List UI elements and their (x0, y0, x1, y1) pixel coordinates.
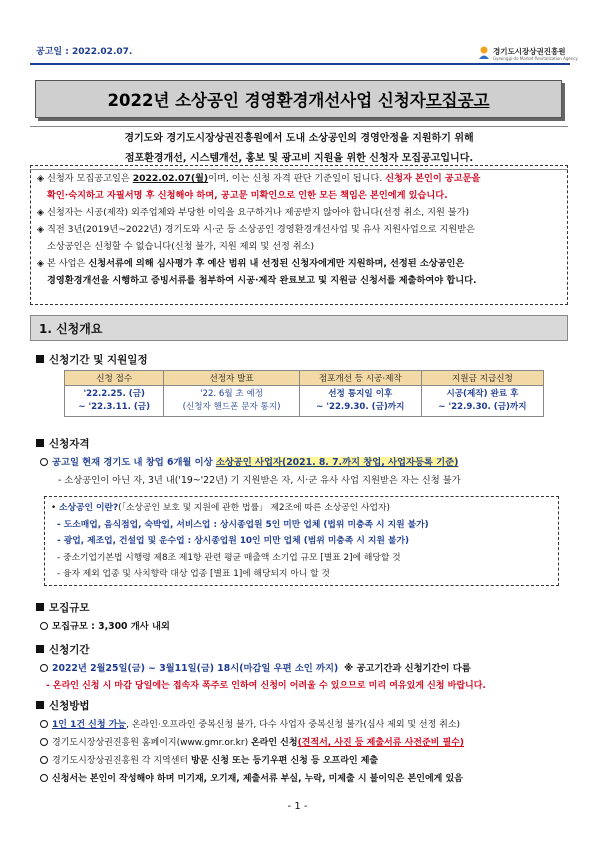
org-name: 경기도시장상권진흥원 (493, 47, 566, 56)
diamond-bullet-icon: • (51, 503, 59, 513)
title-main: 2022년 소상공인 경영환경개선사업 신청자 (107, 91, 426, 110)
square-bullet-icon (36, 603, 44, 611)
circle-bullet-icon (40, 664, 48, 672)
intro-text (30, 126, 568, 170)
notice-item-cont: 경영환경개선을 시행하고 증빙서류를 첨부하여 시공·제작 완료보고 및 지원금 신청서를 제출하여야 합니다. (47, 275, 477, 286)
schedule-col-header: 신청 접수 (65, 371, 164, 386)
definition-line: - 중소기업기본법 시행령 제8조 제1항 관련 평균 매출액 소기업 규모 [별표 2]에 해당할 것 (57, 552, 401, 563)
scale-heading: 모집규모 (36, 600, 90, 615)
schedule-cell: 시공(제작) 완료 후 ~ '22.9.30. (금)까지 (421, 386, 543, 417)
intro-line-2: 점포환경개선, 시스템개선, 홍보 및 광고비 지원을 위한 신청자 모집공고입니다. (124, 153, 474, 164)
announcement-date: 공고일 : 2022.02.07. (36, 47, 133, 57)
section-header: 1. 신청개요 (30, 315, 568, 341)
square-bullet-icon (36, 439, 44, 447)
eligibility-heading: 신청자격 (36, 436, 90, 451)
definition-line: - 도소매업, 음식점업, 숙박업, 서비스업 : 상시종업원 5인 미만 업체 (법위 미충족 시 지원 불가) (57, 519, 429, 530)
circle-bullet-icon (40, 774, 48, 782)
notice-item: ◈ 신청자는 시공(제작) 외주업체와 부당한 이익을 요구하거나 제공받지 않아야 합니다(선정 취소, 지원 불가) (37, 207, 470, 218)
notice-item-cont: 확인·숙지하고 자필서명 후 신청해야 하며, 공고문 미확인으로 인한 모든 책임은 본인에게 있습니다. (47, 190, 448, 201)
method-line-1: 1인 1건 신청 가능, 온라인·오프라인 중복신청 불가, 다수 사업자 중복신청 불가(심사 제외 및 선정 취소) (40, 717, 460, 734)
schedule-cell: 선정 통지일 이후 ~ '22.9.30. (금)까지 (299, 386, 421, 417)
page-number: - 1 - (287, 801, 308, 812)
schedule-col-header: 선정자 발표 (164, 371, 299, 386)
square-bullet-icon (36, 645, 44, 653)
circle-bullet-icon (40, 738, 48, 746)
definition-line: - 융자 제외 업종 및 사치향락 대상 업종 [별표 1]에 해당되지 아니 할 것 (57, 569, 330, 579)
title-underlined: 모집공고 (425, 91, 490, 110)
schedule-heading: 신청기간 및 지원일정 (36, 352, 148, 367)
notice-item: ◈ 신청자 모집공고일은 2022.02.07(월)이며, 이는 신청 자격 판단 기준일이 됩니다. 신청자 본인이 공고문을 (37, 173, 481, 184)
schedule-table (64, 370, 544, 417)
circle-bullet-icon (40, 622, 48, 630)
circle-bullet-icon (40, 458, 48, 466)
notice-item: ◈ 본 사업은 신청서류에 의해 심사평가 후 예산 범위 내 선정된 신청자에게만 지원하며, 선정된 소상공인은 (37, 258, 465, 269)
page-title (35, 80, 562, 118)
schedule-col-header: 점포개선 등 시공·제작 (299, 371, 421, 386)
schedule-cell: '22.2.25. (금) ~ '22.3.11. (금) (65, 386, 164, 417)
notice-box (30, 165, 568, 305)
scale-line: 모집규모 : 3,300 개사 내외 (40, 618, 170, 635)
method-line-4: 신청서는 본인이 작성해야 하며 미기재, 오기재, 제출서류 부실, 누락, 미제출 시 불이익은 본인에게 있음 (40, 771, 463, 788)
circle-bullet-icon (40, 756, 48, 764)
period-line-2: - 온라인 신청 시 마감 당일에는 접속자 폭주로 인하여 신청이 어려울 수 있으므로 미리 여유있게 신청 바랍니다. (46, 681, 486, 691)
header-rule (30, 63, 570, 65)
intro-line-1: 경기도와 경기도시장상권진흥원에서 도내 소상공인의 경영안정을 지원하기 위해 (124, 133, 474, 144)
period-heading: 신청기간 (36, 642, 90, 657)
org-logo (478, 44, 578, 64)
period-line-1: 2022년 2월25일(금) ~ 3월11일(금) 18시(마감일 우편 소인 까지) ※ 공고기간과 신청기간이 다름 (40, 660, 471, 677)
method-line-2: 경기도시장상권진흥원 홈페이지(www.gmr.or.kr) 온라인 신청(견적서, 사진 등 제출서류 사전준비 필수) (40, 735, 464, 752)
method-heading: 신청방법 (36, 698, 90, 713)
eligibility-line-1: 공고일 현재 경기도 내 창업 6개월 이상 소상공인 사업자(2021. 8. 7.까지 창업, 사업자등록 기준) (40, 454, 458, 471)
circle-bullet-icon (40, 720, 48, 728)
eligibility-line-2: - 소상공인이 아닌 자, 3년 내('19~'22년) 기 지원받은 자, 시·군 유사 사업 지원받은 자는 신청 불가 (58, 475, 461, 486)
small-business-definition-box (44, 496, 559, 586)
org-logo-icon (478, 46, 490, 60)
notice-item: ◈ 직전 3년(2019년~2022년) 경기도와 시·군 등 소상공인 경영환경개선사업 및 유사 지원사업으로 지원받은 (37, 224, 475, 235)
square-bullet-icon (36, 355, 44, 363)
schedule-col-header: 지원금 지급신청 (421, 371, 543, 386)
schedule-cell: '22. 6월 초 예정 (신청자 핸드폰 문자 통지) (164, 386, 299, 417)
notice-item-cont: 소상공인은 신청할 수 없습니다(신청 불가, 지원 제외 및 선정 취소) (47, 241, 315, 252)
definition-line: - 광업, 제조업, 건설업 및 운수업 : 상시종업원 10인 미만 업체 (범위 미충족 시 지원 불가) (57, 536, 410, 546)
org-subname: Gyeonggi-do Market Revitalization Agency (493, 56, 578, 61)
definition-line: • 소상공인 이란?(「소상공인 보호 및 지원에 관한 법률」 제2조에 따른 소상공인 사업자) (51, 503, 390, 513)
method-line-3: 경기도시장상권진흥원 각 지역센터 방문 신청 또는 등기우편 신청 등 오프라인 제출 (40, 753, 378, 770)
square-bullet-icon (36, 701, 44, 709)
